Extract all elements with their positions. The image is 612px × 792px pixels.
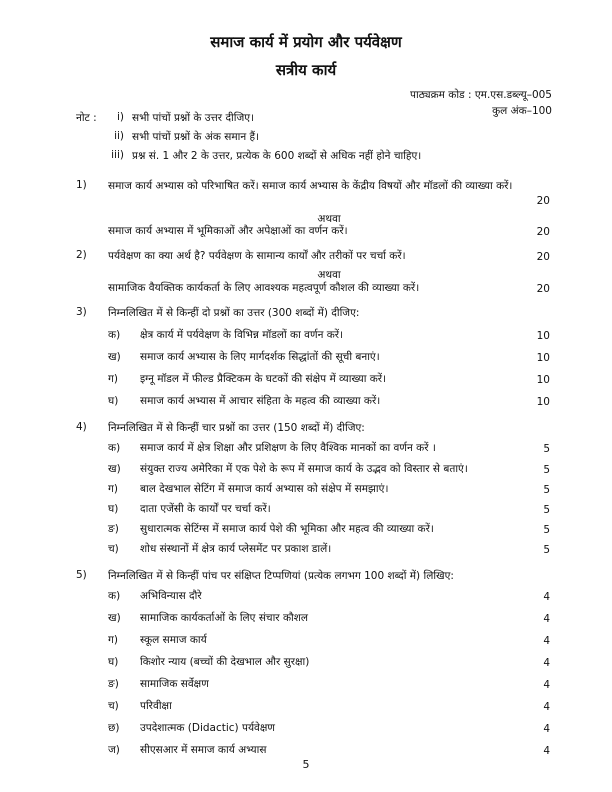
- sub-question-text: इग्नू मॉडल में फील्ड प्रैक्टिकम के घटकों की संक्षेप में व्याख्या करें।: [140, 373, 387, 385]
- sub-question-label: क): [108, 590, 121, 602]
- sub-question-marks: 4: [543, 701, 550, 713]
- sub-question-marks: 5: [543, 524, 550, 536]
- question-text: निम्नलिखित में से किन्हीं दो प्रश्नों का उत्तर (300 शब्दों में) दीजिए:: [108, 307, 360, 319]
- sub-question-label: ज): [108, 744, 120, 756]
- sub-question-text: शोध संस्थानों में क्षेत्र कार्य प्लेसमेंट पर प्रकाश डालें।: [140, 543, 332, 555]
- question-alt-text: सामाजिक वैयक्तिक कार्यकर्ता के लिए आवश्यक महत्वपूर्ण कौशल की व्याख्या करें।: [108, 282, 420, 294]
- question-text: निम्नलिखित में से किन्हीं चार प्रश्नों का उत्तर (150 शब्दों में) दीजिए:: [108, 422, 365, 434]
- sub-question-text: परिवीक्षा: [140, 700, 172, 712]
- sub-question-text: किशोर न्याय (बच्चों की देखभाल और सुरक्षा): [140, 656, 310, 668]
- sub-question-text: सुधारात्मक सेटिंग्स में समाज कार्य पेशे की भूमिका और महत्व की व्याख्या करें।: [140, 523, 434, 535]
- sub-question-label: ग): [108, 373, 119, 385]
- sub-question-label: छ): [108, 722, 120, 734]
- sub-question-label: घ): [108, 503, 119, 515]
- question-text: निम्नलिखित में से किन्हीं पांच पर संक्षिप्त टिप्पणियां (प्रत्येक लगभग 100 शब्दों में) लिखिए:: [108, 570, 454, 582]
- sub-question-marks: 5: [543, 544, 550, 556]
- note-label: नोट :: [76, 112, 97, 124]
- sub-question-marks: 4: [543, 591, 550, 603]
- sub-question-text: सामाजिक कार्यकर्ताओं के लिए संचार कौशल: [140, 612, 308, 624]
- note-item-number: iii): [111, 149, 124, 161]
- or-separator: अथवा: [317, 269, 341, 281]
- sub-question-label: ग): [108, 483, 119, 495]
- question-marks: 20: [536, 195, 550, 207]
- sub-question-marks: 4: [543, 657, 550, 669]
- question-marks: 20: [536, 283, 550, 295]
- sub-question-marks: 4: [543, 613, 550, 625]
- or-separator: अथवा: [317, 213, 341, 225]
- sub-question-label: च): [108, 700, 119, 712]
- note-item-text: प्रश्न सं. 1 और 2 के उत्तर, प्रत्येक के 600 शब्दों से अधिक नहीं होने चाहिए।: [132, 150, 422, 162]
- question-number: 1): [76, 179, 87, 191]
- note-item-text: सभी पांचों प्रश्नों के अंक समान हैं।: [132, 131, 260, 143]
- page-subtitle: सत्रीय कार्य: [275, 61, 337, 79]
- sub-question-label: ख): [108, 612, 121, 624]
- question-alt-text: समाज कार्य अभ्यास में भूमिकाओं और अपेक्षाओं का वर्णन करें।: [108, 225, 348, 237]
- sub-question-marks: 10: [536, 374, 550, 386]
- page-title: समाज कार्य में प्रयोग और पर्यवेक्षण: [210, 33, 402, 51]
- sub-question-text: समाज कार्य अभ्यास में आचार संहिता के महत्व की व्याख्या करें।: [140, 395, 381, 407]
- note-item-text: सभी पांचों प्रश्नों के उत्तर दीजिए।: [132, 112, 255, 124]
- sub-question-marks: 4: [543, 635, 550, 647]
- sub-question-text: सामाजिक सर्वेक्षण: [140, 678, 209, 690]
- sub-question-marks: 10: [536, 396, 550, 408]
- sub-question-marks: 5: [543, 484, 550, 496]
- sub-question-marks: 4: [543, 679, 550, 691]
- note-item-number: ii): [114, 130, 124, 142]
- sub-question-marks: 10: [536, 330, 550, 342]
- question-text: पर्यवेक्षण का क्या अर्थ है? पर्यवेक्षण के सामान्य कार्यों और तरीकों पर चर्चा करें।: [108, 250, 406, 262]
- sub-question-label: क): [108, 442, 121, 454]
- note-item-number: i): [116, 111, 124, 123]
- sub-question-label: ख): [108, 351, 121, 363]
- sub-question-text: अभिविन्यास दौरे: [140, 590, 202, 602]
- sub-question-label: घ): [108, 395, 119, 407]
- sub-question-marks: 5: [543, 504, 550, 516]
- question-number: 3): [76, 306, 87, 318]
- sub-question-marks: 5: [543, 464, 550, 476]
- sub-question-label: क): [108, 329, 121, 341]
- page-number: 5: [302, 758, 310, 771]
- sub-question-text: दाता एजेंसी के कार्यों पर चर्चा करें।: [140, 503, 271, 515]
- sub-question-text: संयुक्त राज्य अमेरिका में एक पेशे के रूप में समाज कार्य के उद्भव को विस्तार से बताएं।: [140, 463, 468, 475]
- sub-question-text: समाज कार्य में क्षेत्र शिक्षा और प्रशिक्षण के लिए वैश्विक मानकों का वर्णन करें ।: [140, 442, 436, 454]
- question-text: समाज कार्य अभ्यास को परिभाषित करें। समाज कार्य अभ्यास के केंद्रीय विषयों और मॉडलों की व्याख्या करें।: [108, 180, 513, 192]
- question-marks: 20: [536, 251, 550, 263]
- sub-question-label: ङ): [108, 523, 119, 535]
- sub-question-label: च): [108, 543, 119, 555]
- sub-question-marks: 10: [536, 352, 550, 364]
- sub-question-text: समाज कार्य अभ्यास के लिए मार्गदर्शक सिद्धांतों की सूची बनाएं।: [140, 351, 380, 363]
- sub-question-marks: 4: [543, 723, 550, 735]
- sub-question-text: क्षेत्र कार्य में पर्यवेक्षण के विभिन्न मॉडलों का वर्णन करें।: [140, 329, 344, 341]
- sub-question-text: बाल देखभाल सेटिंग में समाज कार्य अभ्यास को संक्षेप में समझाएं।: [140, 483, 389, 495]
- sub-question-text: सीएसआर में समाज कार्य अभ्यास: [140, 744, 267, 756]
- sub-question-label: ङ): [108, 678, 119, 690]
- sub-question-label: घ): [108, 656, 119, 668]
- question-number: 4): [76, 421, 87, 433]
- question-number: 5): [76, 569, 87, 581]
- sub-question-label: ख): [108, 463, 121, 475]
- sub-question-text: उपदेशात्मक (Didactic) पर्यवेक्षण: [140, 722, 276, 734]
- course-code: पाठ्यक्रम कोड : एम.एस.डब्ल्यू–005: [410, 89, 552, 101]
- question-marks: 20: [536, 226, 550, 238]
- question-number: 2): [76, 249, 87, 261]
- sub-question-text: स्कूल समाज कार्य: [140, 634, 207, 646]
- sub-question-marks: 5: [543, 443, 550, 455]
- sub-question-marks: 4: [543, 745, 550, 757]
- sub-question-label: ग): [108, 634, 119, 646]
- total-marks: कुल अंक–100: [492, 105, 552, 117]
